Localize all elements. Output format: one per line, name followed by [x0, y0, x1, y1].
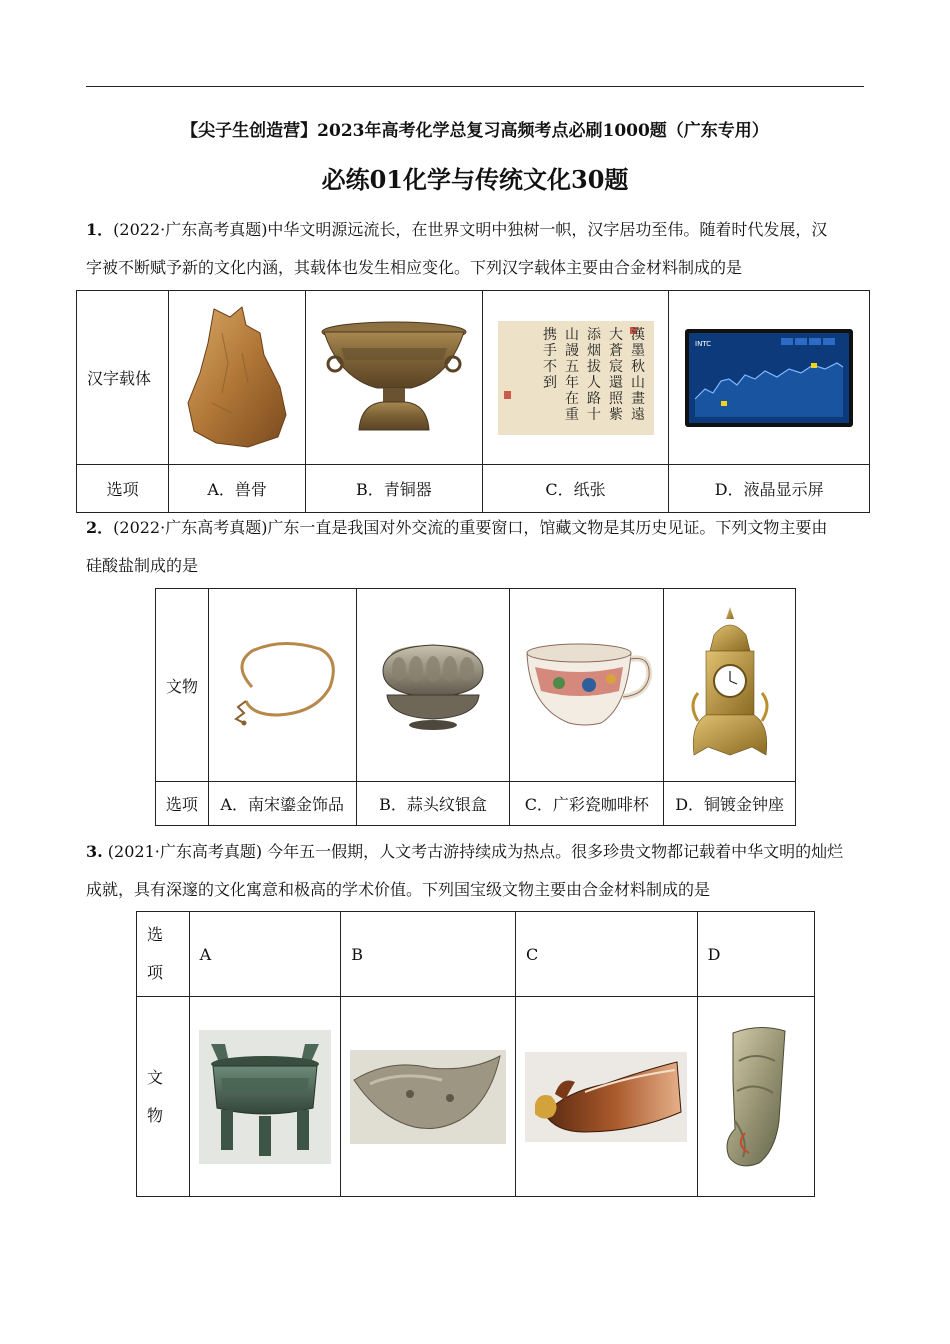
option-label: 选项	[156, 782, 209, 826]
option-c: C．广彩瓷咖啡杯	[510, 782, 664, 826]
option-header-cell	[137, 912, 190, 997]
screen-ticker-text: INTC	[695, 339, 712, 348]
object-label-cell	[137, 997, 190, 1197]
option-c: C．纸张	[482, 465, 669, 513]
bronze-ding-image	[199, 1030, 331, 1164]
option-label: 选项	[77, 465, 169, 513]
image-cell-jade-cup	[697, 997, 814, 1197]
option-a: A．兽骨	[169, 465, 306, 513]
option-a: A	[189, 912, 341, 997]
calligraphy-character: 還	[608, 374, 623, 391]
calligraphy-character: 山	[564, 326, 579, 343]
calligraphy-character: 漢	[630, 326, 645, 343]
document-subtitle: 【尖子生创造营】2023年高考化学总复习高频考点必刷1000题（广东专用）	[181, 121, 769, 141]
option-d: D．铜镀金钟座	[664, 782, 796, 826]
image-cell-gold-ornament	[208, 589, 356, 782]
calligraphy-character: 遠	[630, 406, 645, 423]
calligraphy-character: 年	[564, 374, 579, 391]
header-rule	[86, 86, 864, 87]
calligraphy-character: 烟	[586, 342, 601, 359]
image-cell-coffee-cup	[510, 589, 664, 782]
question-2-line-1: (2022·广东高考真题)广东一直是我国对外交流的重要窗口，馆藏文物是其历史见证。下列文物主要由	[113, 518, 828, 537]
question-2-text	[86, 509, 864, 585]
image-cell-clock	[664, 589, 796, 782]
calligraphy-character: 大	[608, 326, 623, 343]
image-cell-lcd	[669, 291, 870, 465]
question-1-table	[76, 290, 870, 513]
calligraphy-character: 在	[564, 390, 579, 407]
document-title: 必练01化学与传统文化30题	[321, 165, 629, 194]
calligraphy-character: 重	[564, 406, 579, 423]
option-c: C	[515, 912, 697, 997]
calligraphy-character: 畫	[630, 390, 645, 407]
gold-ornament-image	[222, 635, 342, 735]
gilt-clock-image	[684, 605, 776, 765]
calligraphy-character: 携	[542, 326, 557, 343]
option-d: D	[697, 912, 814, 997]
question-1-number: 1．	[86, 220, 114, 239]
question-3-text	[86, 833, 864, 909]
question-3-line-2: 成就，具有深邃的文化寓意和极高的学术价值。下列国宝级文物主要由合金材料制成的是	[86, 880, 711, 899]
coffee-cup-image	[519, 637, 655, 733]
question-3-line-1: (2021·广东高考真题) 今年五一假期，人文考古游持续成为热点。很多珍贵文物都记载着中华文明的灿烂	[102, 842, 844, 861]
option-a: A．南宋鎏金饰品	[208, 782, 356, 826]
option-d: D．液晶显示屏	[669, 465, 870, 513]
calligraphy-character: 紫	[608, 406, 623, 423]
question-2-table	[155, 588, 796, 826]
bronze-vessel-image	[319, 318, 469, 438]
option-header-bottom: 项	[147, 963, 164, 982]
calligraphy-character: 人	[586, 374, 601, 391]
question-3-table	[136, 911, 815, 1197]
calligraphy-paper-image	[498, 321, 654, 435]
lcd-screen-image	[685, 329, 853, 427]
image-cell-bone	[169, 291, 306, 465]
calligraphy-character: 拔	[586, 358, 601, 375]
question-1-line-1: (2022·广东高考真题)中华文明源远流长，在世界文明中独树一帜，汉字居功至伟。随着时代发展，汉	[113, 220, 828, 239]
object-label-bottom: 物	[147, 1105, 164, 1125]
calligraphy-character: 不	[542, 358, 557, 375]
calligraphy-character: 秋	[630, 358, 645, 375]
row-label-relic: 文物	[156, 589, 209, 782]
calligraphy-character: 到	[542, 374, 557, 391]
oracle-bone-image	[182, 303, 292, 453]
row-label-carrier: 汉字载体	[77, 291, 169, 465]
image-cell-paper	[482, 291, 669, 465]
calligraphy-character: 手	[542, 342, 557, 359]
calligraphy-character: 五	[564, 358, 579, 375]
image-cell-agate-cup	[515, 997, 697, 1197]
calligraphy-character: 路	[586, 390, 601, 407]
question-2-number: 2．	[86, 518, 114, 537]
option-header-top: 选	[147, 925, 164, 944]
jade-horn-cup-image	[719, 1021, 793, 1173]
option-b: B．青铜器	[305, 465, 482, 513]
calligraphy-character: 謾	[564, 342, 579, 359]
image-cell-ladle	[341, 997, 516, 1197]
question-1-line-2: 字被不断赋予新的文化内涵，其载体也发生相应变化。下列汉字载体主要由合金材料制成的是	[86, 258, 743, 277]
question-1-text	[86, 211, 864, 287]
calligraphy-character: 山	[630, 374, 645, 391]
image-cell-bronze	[305, 291, 482, 465]
option-b: B	[341, 912, 516, 997]
calligraphy-character: 蒼	[608, 342, 623, 359]
silver-box-image	[373, 637, 493, 733]
jade-ladle-image	[350, 1050, 506, 1144]
question-2-line-2: 硅酸盐制成的是	[86, 556, 199, 575]
option-b: B．蒜头纹银盒	[356, 782, 510, 826]
calligraphy-character: 宸	[608, 358, 623, 375]
calligraphy-character: 墨	[630, 342, 645, 359]
calligraphy-character: 照	[608, 390, 623, 407]
calligraphy-character: 十	[586, 406, 601, 423]
question-3-number: 3.	[86, 842, 103, 861]
image-cell-ding	[189, 997, 341, 1197]
image-cell-silver-box	[356, 589, 510, 782]
object-label-top: 文	[147, 1067, 164, 1087]
agate-rhyton-image	[525, 1052, 687, 1142]
calligraphy-character: 添	[586, 326, 601, 343]
